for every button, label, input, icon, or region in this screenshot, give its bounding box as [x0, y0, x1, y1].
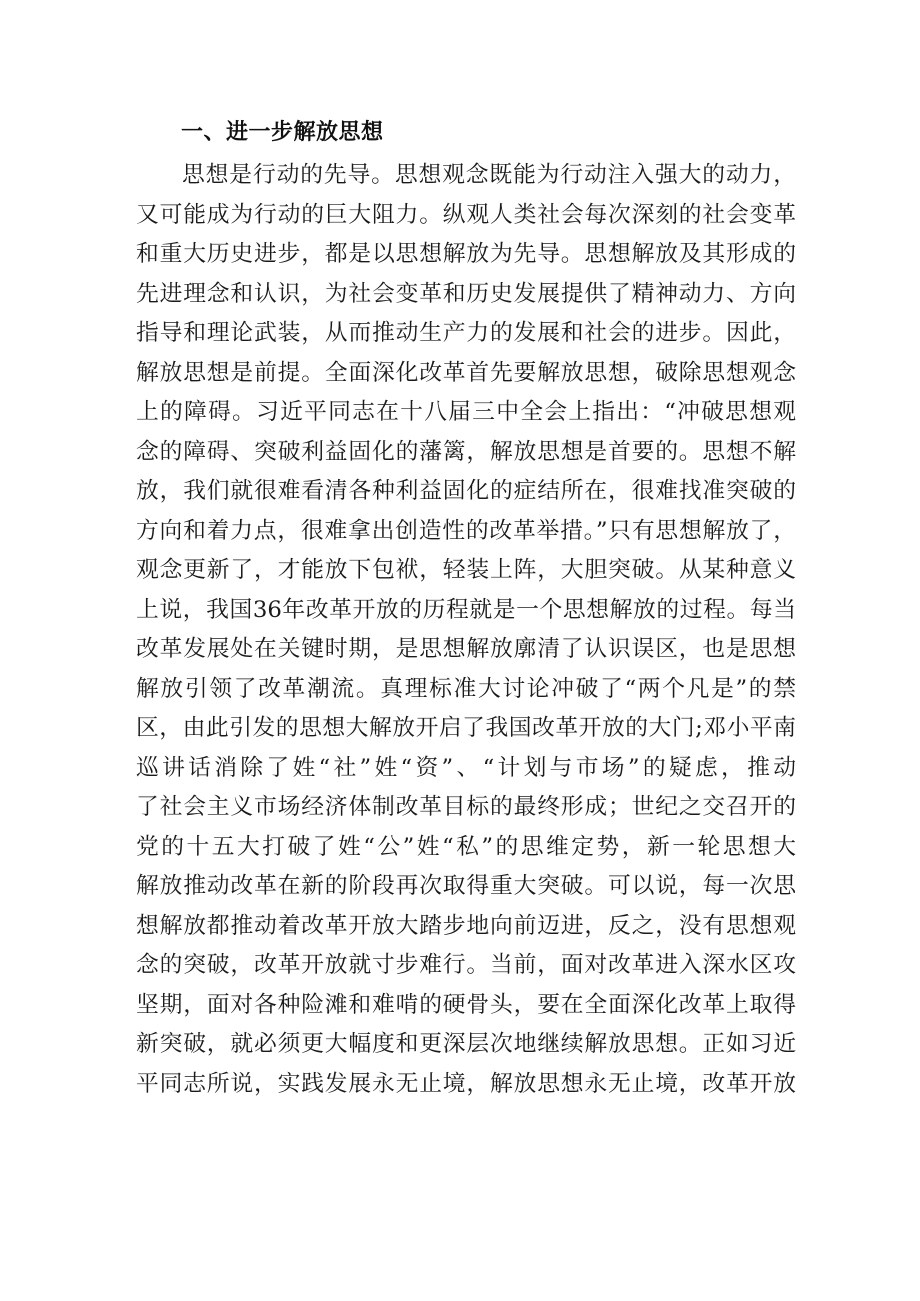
paragraph-line: 平同志所说，实践发展永无止境，解放思想永无止境，改革开放 — [136, 1070, 796, 1097]
paragraph-line: 区，由此引发的思想大解放开启了我国改革开放的大门;邓小平南 — [136, 715, 796, 741]
paragraph-line: 坚期，面对各种险滩和难啃的硬骨头，要在全面深化改革上取得 — [136, 991, 796, 1018]
paragraph-line: 改革发展处在关键时期，是思想解放廓清了认识误区，也是思想 — [136, 636, 796, 662]
paragraph-line: 和重大历史进步，都是以思想解放为先导。思想解放及其形成的 — [136, 241, 796, 267]
paragraph-line: 上的障碍。习近平同志在十八届三中全会上指出：“冲破思想观 — [136, 399, 796, 425]
paragraph-line: 解放引领了改革潮流。真理标准大讨论冲破了“两个凡是”的禁 — [136, 675, 796, 702]
paragraph-line: 观念更新了，才能放下包袱，轻装上阵，大胆突破。从某种意义 — [136, 557, 796, 583]
paragraph-line: 先进理念和认识，为社会变革和历史发展提供了精神动力、方向 — [136, 280, 796, 307]
paragraph-line: 方向和着力点，很难拿出创造性的改革举措。”只有思想解放了， — [136, 517, 796, 544]
paragraph-line: 放，我们就很难看清各种利益固化的症结所在，很难找准突破的 — [136, 478, 796, 504]
paragraph-line: 思想是行动的先导。思想观念既能为行动注入强大的动力， — [182, 162, 796, 188]
body-paragraph — [136, 156, 796, 1104]
paragraph-line: 解放推动改革在新的阶段再次取得重大突破。可以说，每一次思 — [136, 873, 796, 899]
paragraph-line: 念的障碍、突破利益固化的藩篱，解放思想是首要的。思想不解 — [136, 438, 796, 465]
paragraph-line: 新突破，就必须更大幅度和更深层次地继续解放思想。正如习近 — [136, 1031, 796, 1057]
paragraph-line: 了社会主义市场经济体制改革目标的最终形成；世纪之交召开的 — [136, 794, 796, 820]
paragraph-line: 又可能成为行动的巨大阻力。纵观人类社会每次深刻的社会变革 — [136, 201, 796, 228]
section-heading: 一、进一步解放思想 — [181, 120, 384, 145]
paragraph-line: 想解放都推动着改革开放大踏步地向前迈进，反之，没有思想观 — [136, 912, 796, 939]
paragraph-line: 党的十五大打破了姓“公”姓“私”的思维定势，新一轮思想大 — [136, 833, 796, 860]
paragraph-line: 念的突破，改革开放就寸步难行。当前，面对改革进入深水区攻 — [136, 952, 796, 978]
paragraph-line: 巡讲话消除了姓“社”姓“资”、“计划与市场”的疑虑，推动 — [136, 754, 796, 781]
paragraph-line: 上说，我国36年改革开放的历程就是一个思想解放的过程。每当 — [136, 596, 796, 623]
paragraph-line: 指导和理论武装，从而推动生产力的发展和社会的进步。因此， — [136, 320, 796, 346]
paragraph-line: 解放思想是前提。全面深化改革首先要解放思想，破除思想观念 — [136, 359, 796, 386]
